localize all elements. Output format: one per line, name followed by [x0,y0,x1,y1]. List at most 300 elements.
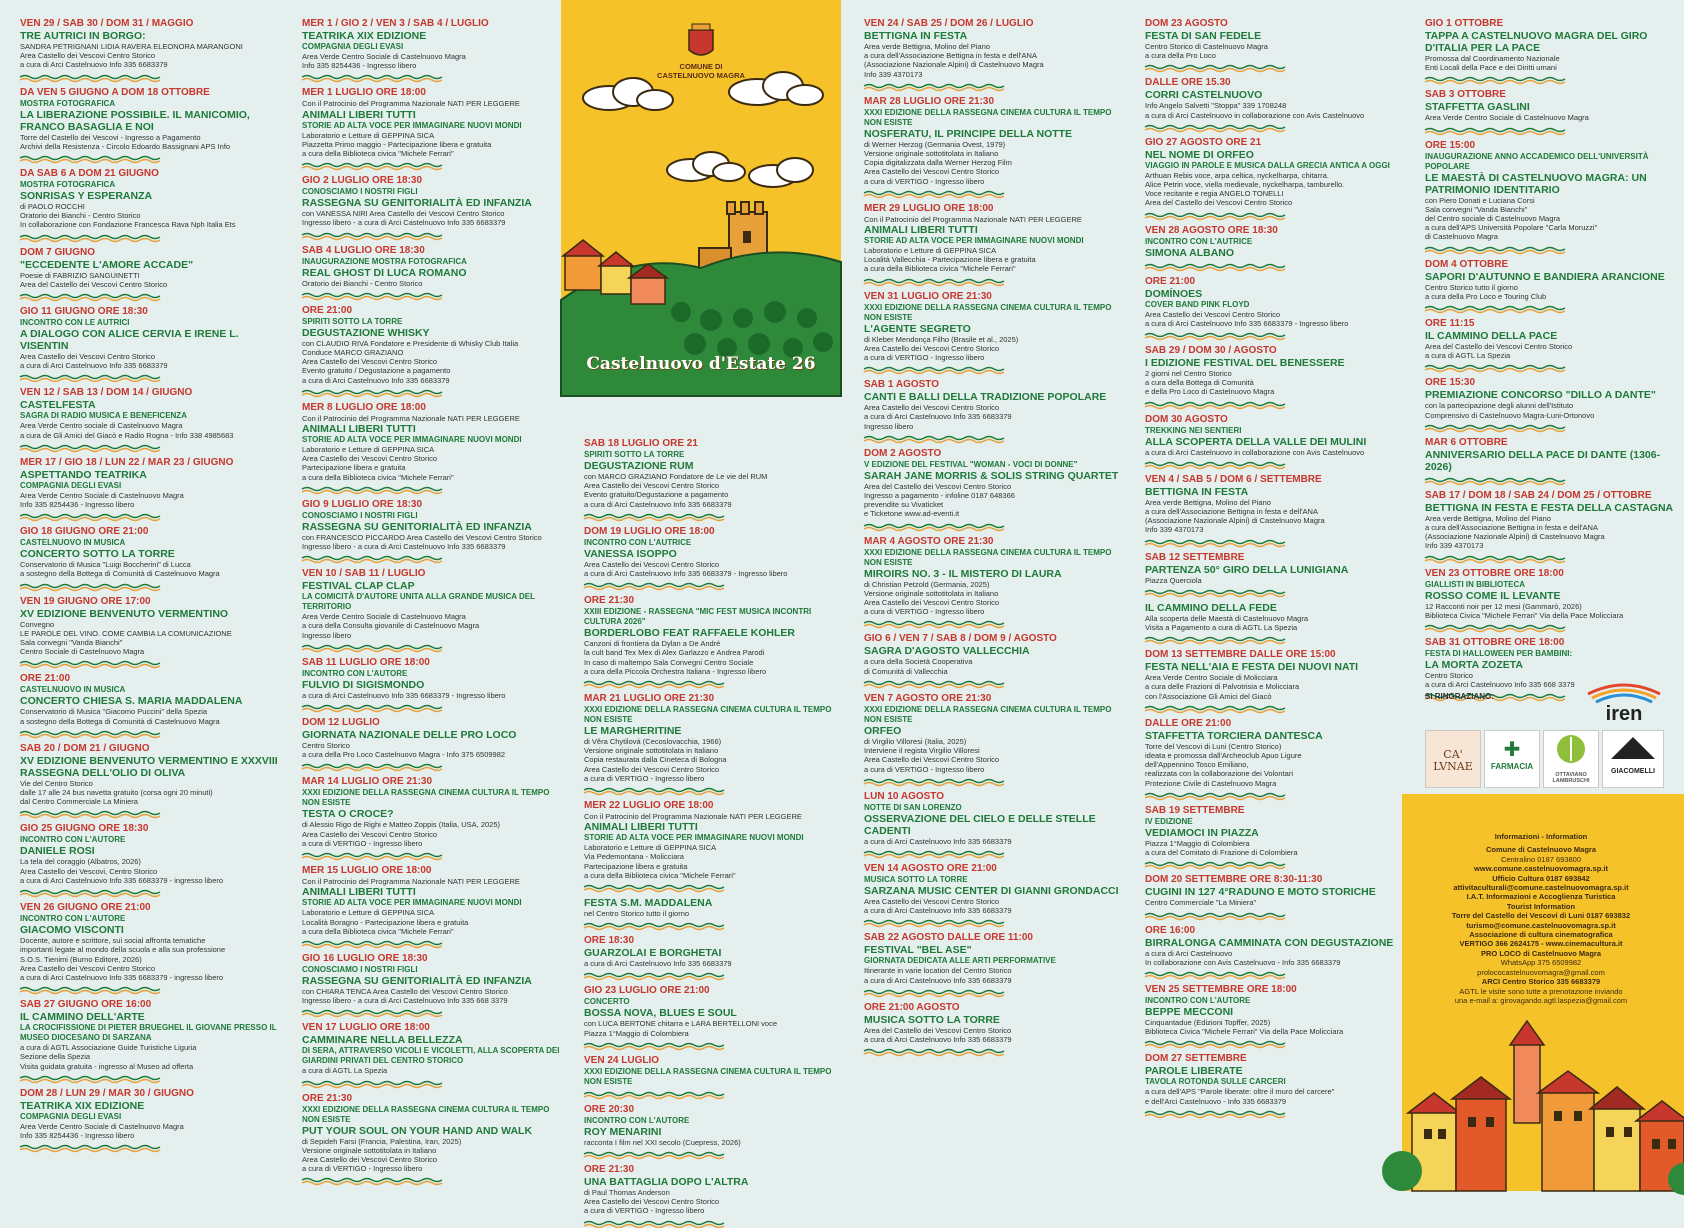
event-entry [584,693,840,783]
event-detail-line: con VANESSA NIRI Area Castello dei Vescovi Centro Storico [302,209,505,219]
event-entry [20,457,278,509]
event-detail-line: Piazza 1°Maggio di Colombiera [1145,838,1250,848]
wave-divider [584,680,840,688]
event-detail-line: Con il Patrocinio del Programma Nazionale NATI PER LEGGERE [302,99,520,109]
event-entry [302,87,564,158]
event-detail-line: a cura della Biblioteca civica "Michele Ferrari" [302,149,454,159]
wave-divider [302,852,564,860]
wave-divider-icon [20,986,160,994]
wave-divider-icon [302,486,442,494]
event-title: ROY MENARINI [584,1125,662,1138]
wave-divider-icon [864,83,1004,91]
wave-divider-icon [864,989,1004,997]
event-title: DANIELE ROSI [20,845,95,858]
event-detail-line: a cura di Arci Castelnuovo Info 335 6683379 [864,1034,1012,1044]
event-title: CONCERTO SOTTO LA TORRE [20,548,175,561]
event-detail-line: con FRANCESCO PICCARDO Area Castello dei Vescovi Centro Storico [302,532,542,542]
event-entry [864,536,1126,617]
event-detail-line: Area Verde Centro Sociale di Castelnuovo Magra [1425,113,1589,123]
event-entry [20,87,278,151]
cloud-icon [667,152,813,187]
event-date: ORE 18:30 [584,935,635,947]
event-date: VEN 19 GIUGNO ORE 17:00 [20,595,151,607]
event-detail-line: Località Vallecchia - Partecipazione libera e gratuita [864,255,1036,265]
event-title: BIRRALONGA CAMMINATA CON DEGUSTAZIONE [1145,936,1394,949]
event-detail-line: a cura di Arci Castelnuovo Info 335 6683379 [20,60,168,70]
wave-divider [1145,539,1407,547]
wave-divider [1425,424,1675,432]
event-subtitle: LA CROCIFISSIONE DI PIETER BRUEGHEL IL GIOVANE PRESSO IL MUSEO DIOCESANO DI SARZANA [20,1023,277,1043]
event-detail-line: Area verde Bettigna, Molino del Piano [864,42,990,51]
farmacia-logo [1484,730,1540,788]
column-august-september [1145,18,1407,1183]
event-detail-line: Info 339 4370173 [1145,525,1204,535]
event-entry [20,673,278,725]
event-detail-line: a cura di Arci Castelnuovo Info 335 6683379 - ingresso libero [20,875,224,885]
event-date: GIO 1 OTTOBRE [1425,18,1504,29]
event-subtitle: LA COMICITÀ D'AUTORE UNITA ALLA GRANDE MUSICA DEL TERRITORIO [302,592,535,612]
event-date: SAB 1 AGOSTO [864,379,940,391]
event-detail-line: Via Pedemontana - Molicciara [584,852,684,862]
event-date: MER 1 / GIO 2 / VEN 3 / SAB 4 / LUGLIO [302,18,489,29]
event-entry [1425,89,1675,122]
event-title: OSSERVAZIONE DEL CIELO E DELLE STELLE CADENTI [864,812,1096,837]
event-title: PREMIAZIONE CONCORSO "DILLO A DANTE" [1425,389,1656,402]
event-detail-line: Area Castello dei Vescovi Centro Storico [302,829,438,839]
event-title: ANIMALI LIBERI TUTTI [302,886,416,899]
wave-divider-icon [302,852,442,860]
event-detail-line: Area Castello dei Vescovi Centro Storico [864,598,1000,608]
event-date: ORE 21:00 [1145,275,1196,287]
event-detail-line: di Werner Herzog (Germania Ovest, 1979) [864,139,1006,149]
event-date: DALLE ORE 21:00 [1145,717,1232,729]
cover-illustration [561,0,841,396]
wave-divider [864,366,1126,374]
event-date: DOM 20 SETTEMBRE ORE 8:30-11:30 [1145,874,1323,886]
event-detail-line: con CHIARA TENCA Area Castello dei Vescovi Centro Storico [302,986,508,996]
event-entry [864,633,1126,675]
event-title: BETTIGNA IN FESTA [864,30,968,42]
event-entry [20,306,278,370]
event-detail-line: Laboratorio e Letture di GEPPINA SICA [302,130,435,140]
event-detail-line: Versione originale sottotitolata in Italiano [864,149,999,159]
event-detail-line: Torre del Castello dei Vescovi - Ingresso a Pagamento [20,132,201,142]
event-detail-line: Canzoni di frontiera da Dylan a De André [584,639,721,649]
event-detail-line: a cura di VERTIGO - Ingresso libero [864,176,985,186]
event-detail-line: Vie del Centro Storico [20,778,93,788]
event-date: DOM 27 SETTEMBRE [1145,1053,1247,1065]
event-detail-line: a cura di VERTIGO - Ingresso libero [584,773,705,783]
calunae-logo [1425,730,1481,788]
event-detail-line: Area del Castello dei Vescovi Centro Storico [864,481,1012,491]
event-detail-line: con l'Associazione Gli Amici del Giacò [1145,691,1272,701]
event-title: TEATRIKA XIX EDIZIONE [302,30,427,42]
event-detail-line: a cura di VERTIGO - Ingresso libero [302,1164,423,1174]
event-date: ORE 21:00 [20,673,71,685]
wave-divider [584,922,840,930]
event-detail-line: Info 339 4370173 [864,69,923,79]
event-entry [1145,474,1407,535]
event-subtitle: XXXI EDIZIONE DELLA RASSEGNA CINEMA CULTURA IL TEMPO NON ESISTE [864,302,1112,322]
event-entry [1145,984,1407,1036]
event-date: DOM 28 / LUN 29 / MAR 30 / GIUGNO [20,1087,194,1099]
event-title: FESTIVAL CLAP CLAP [302,580,415,593]
event-detail-line: a cura di Arci Castelnuovo Info 335 6683379 [864,975,1012,985]
event-date: GIO 6 / VEN 7 / SAB 8 / DOM 9 / AGOSTO [864,633,1057,645]
event-subtitle: INAUGURAZIONE ANNO ACCADEMICO DELL'UNIVERSITÀ POPOLARE [1425,151,1649,171]
wave-divider-icon [20,513,160,521]
wave-divider-icon [864,190,1004,198]
event-title: IL CAMMINO DELL'ARTE [20,1011,145,1024]
event-detail-line: a cura di Arci Castelnuovo Info 335 6683379 - Ingresso libero [584,569,788,579]
wave-divider [864,435,1126,443]
event-date: DOM 12 LUGLIO [302,717,380,729]
wave-divider-icon [20,810,160,818]
event-title: ANIMALI LIBERI TUTTI [584,821,698,834]
wave-divider-icon [20,1144,160,1152]
wave-divider-icon [1145,401,1285,409]
wave-divider-icon [1145,124,1285,132]
event-entry [20,168,278,230]
info-line: Torre del Castello dei Vescovi di Luni 0187 693832 [1451,911,1631,921]
event-date: ORE 15:00 [1425,139,1476,151]
event-detail-line: Area del Castello dei Vescovi Centro Storico [1425,342,1573,352]
event-detail-line: con MARCO GRAZIANO Fondatore de Le vie del RUM [584,472,768,481]
event-title: BOSSA NOVA, BLUES E SOUL [584,1007,737,1020]
event-subtitle: STORIE AD ALTA VOCE PER IMMAGINARE NUOVI MONDI [302,435,522,445]
wave-divider-icon [20,444,160,452]
wave-divider [1425,305,1675,313]
event-detail-line: a cura de Gli Amici del Giacò e Radio Rogna - Info 338 4985683 [20,430,234,440]
wave-divider [584,884,840,892]
event-detail-line: Laboratorio e Letture di GEPPINA SICA [584,843,717,853]
event-title: ANIMALI LIBERI TUTTI [302,108,416,121]
event-title: GIORNATA NAZIONALE DELLE PRO LOCO [302,729,517,742]
farmacia-logo-text: FARMACIA [1490,762,1534,771]
iren-logo-text: iren [1605,703,1643,725]
event-title: BETTIGNA IN FESTA [1145,485,1249,498]
event-date: GIO 9 LUGLIO ORE 18:30 [302,498,423,510]
event-title: DEGUSTAZIONE WHISKY [302,326,430,339]
event-entry [20,823,278,885]
info-line: Associazione di cultura cinematografica [1469,930,1613,940]
event-detail-line: dell'Appennino Tosco Emiliano, [1145,760,1249,770]
event-title: SAPORI D'AUTUNNO E BANDIERA ARANCIONE [1425,270,1665,283]
wave-divider-icon [1145,589,1285,597]
event-detail-line: LE PAROLE DEL VINO. COME CAMBIA LA COMUNICAZIONE [20,628,232,638]
event-subtitle: INCONTRO CON L'AUTORE [20,835,126,845]
event-detail-line: Versione originale sottotitolata in Italiano [584,746,719,756]
info-line: ARCI Centro Storico 335 6683379 [1481,977,1601,987]
wave-divider [20,730,278,738]
wave-divider-icon [1145,64,1285,72]
event-title: UNA BATTAGLIA DOPO L'ALTRA [584,1176,749,1189]
event-date: MAR 4 AGOSTO ORE 21:30 [864,535,994,547]
event-detail-line: Ingresso libero - a cura di Arci Castelnuovo Info 335 6683379 [302,218,506,228]
wave-divider [302,1177,564,1185]
wave-divider-icon [302,389,442,397]
wave-divider [20,513,278,521]
wave-divider [302,1009,564,1017]
wave-divider-icon [864,620,1004,628]
event-title: MIROIRS NO. 3 - IL MISTERO DI LAURA [864,567,1062,580]
wave-divider-icon [584,1151,724,1159]
event-detail-line: SANDRA PETRIGNANI LIDIA RAVERA ELEONORA MARANGONI [20,42,243,51]
wave-divider [1425,76,1675,84]
event-title: RASSEGNA SU GENITORIALITÀ ED INFANZIA [302,520,532,533]
wave-divider [864,850,1126,858]
event-subtitle: XXXI EDIZIONE DELLA RASSEGNA CINEMA CULTURA IL TEMPO NON ESISTE [584,705,832,725]
event-detail-line: a cura della Pro Loco e Touring Club [1425,291,1547,301]
wave-divider [1145,212,1407,220]
wave-divider [20,293,278,301]
wave-divider-icon [584,1220,724,1228]
event-title: LA MORTA ZOZETA [1425,659,1523,672]
event-date: GIO 25 GIUGNO ORE 18:30 [20,823,149,835]
wave-divider [584,582,840,590]
event-detail-line: Ingresso libero [302,630,352,640]
event-detail-line: Area Castello dei Vescovi Centro Storico [864,403,1000,413]
wave-divider [302,486,564,494]
wave-divider [20,155,278,163]
event-title: TEATRIKA XIX EDIZIONE [20,1099,145,1112]
event-entry [1145,552,1407,585]
wave-divider-icon [584,884,724,892]
event-entry [1425,490,1675,551]
event-subtitle: GIORNATA DEDICATA ALLE ARTI PERFORMATIVE [864,956,1056,966]
wave-divider [1145,792,1407,800]
event-detail-line: a cura dell'APS Università Popolare "Carla Moruzzi" [1425,223,1598,233]
calunae-logo-text: CA' LVNAE [1433,748,1473,773]
event-subtitle: COMPAGNIA DEGLI EVASI [20,1111,122,1121]
wave-divider-icon [302,940,442,948]
wave-divider-icon [302,555,442,563]
event-entry [1145,649,1407,701]
wave-divider-icon [302,1080,442,1088]
wave-divider [20,74,278,82]
event-date: DOM 13 SETTEMBRE DALLE ORE 15:00 [1145,649,1336,661]
event-date: MER 17 / GIO 18 / LUN 22 / MAR 23 / GIUGNO [20,456,234,468]
event-detail-line: Voce recitante e regia ANGELO TONELLI [1145,189,1284,199]
event-subtitle: INCONTRO CON L'AUTORE [584,1115,690,1125]
event-detail-line: a cura della Piccola Orchestra Italiana - Ingresso libero [584,666,767,676]
event-entry [1145,805,1407,857]
event-date: VEN 4 / SAB 5 / DOM 6 / SETTEMBRE [1145,473,1322,485]
wave-divider [1145,332,1407,340]
event-date: ORE 21:30 [302,1092,353,1104]
event-detail-line: Area Castello dei Vescovi Centro Storico [302,1154,438,1164]
event-detail-line: (Associazione Nazionale Alpini) di Castelnuovo Magra [1145,516,1325,526]
event-entry [302,568,564,640]
event-date: DOM 7 GIUGNO [20,246,96,258]
event-detail-line: dal Centro Commerciale La Miniera [20,797,138,807]
event-entry [1145,276,1407,328]
event-date: GIO 27 AGOSTO ORE 21 [1145,136,1262,148]
event-entry [1145,77,1407,119]
event-detail-line: Promossa dal Coordinamento Nazionale [1425,54,1560,63]
wave-divider [864,680,1126,688]
event-entry [1425,377,1675,419]
info-title: Informazioni - Information [1494,832,1588,841]
event-date: ORE 15:30 [1425,377,1476,389]
event-detail-line: a cura di Arci Castelnuovo Info 335 6683379 - ingresso libero [20,972,224,982]
wave-divider-icon [584,1042,724,1050]
event-detail-line: Itinerante in varie location del Centro Storico [864,966,1012,976]
event-detail-line: ideata e promossa dall'Archeoclub Apuo Ligure [1145,751,1302,761]
event-date: ORE 11:15 [1425,318,1475,330]
event-title: FESTA NELL'AIA E FESTA DEI NUOVI NATI [1145,661,1359,674]
event-date: GIO 18 GIUGNO ORE 21:00 [20,526,149,538]
event-subtitle: INCONTRO CON L'AUTRICE [1145,236,1253,246]
wave-divider [1145,971,1407,979]
event-subtitle: XXXI EDIZIONE DELLA RASSEGNA CINEMA CULTURA IL TEMPO NON ESISTE [864,107,1112,127]
wave-divider [20,583,278,591]
info-line: turismo@comune.castelnuovomagra.sp.it [1466,920,1616,930]
event-detail-line: Copia digitalizzata dalla Werner Herzog Film [864,158,1012,168]
event-detail-line: a sostegno della Bottega di Comunità di Castelnuovo Magra [20,569,220,579]
event-title: LA LIBERAZIONE POSSIBILE. IL MANICOMIO, FRANCO BASAGLIA E NOI [20,108,250,133]
event-title: CUGINI IN 127 4°RADUNO E MOTO STORICHE [1145,886,1376,899]
wave-divider-icon [1425,127,1565,135]
event-subtitle: INCONTRO CON L'AUTORE [1145,995,1251,1005]
event-date: ORE 21:30 [584,1164,635,1176]
event-detail-line: Area Castello dei Vescovi Centro Storico [864,896,1000,906]
event-date: VEN 10 / SAB 11 / LUGLIO [302,568,426,580]
event-detail-line: a cura di VERTIGO - Ingresso libero [302,838,423,848]
event-detail-line: In collaborazione con Avis Castelnuovo - Info 335 6683379 [1145,957,1341,967]
event-subtitle: XXXI EDIZIONE DELLA RASSEGNA CINEMA CULTURA IL TEMPO NON ESISTE [864,704,1112,724]
wave-divider [302,162,564,170]
wave-divider-icon [302,74,442,82]
wave-divider [864,278,1126,286]
event-detail-line: Area Castello dei Vescovi Centro Storico [20,352,156,362]
event-entry [302,402,564,482]
event-date: MER 15 LUGLIO ORE 18:00 [302,865,432,877]
event-detail-line: nel Centro Storico tutto il giorno [584,909,690,919]
event-detail-line: a cura dell'Associazione Bettigna in festa e dell'ANA [1145,507,1318,517]
event-entry [302,499,564,551]
event-detail-line: a cura della Biblioteca civica "Michele Ferrari" [302,926,454,936]
event-title: REAL GHOST DI LUCA ROMANO [302,266,467,279]
wave-divider [1145,263,1407,271]
event-date: DA VEN 5 GIUGNO A DOM 18 OTTOBRE [20,86,210,98]
event-entry [864,1002,1126,1044]
event-title: SONRISAS Y ESPERANZA [20,190,153,203]
event-entry [302,18,564,70]
event-subtitle: CONOSCIAMO I NOSTRI FIGLI [302,510,418,520]
event-detail-line: Area Castello dei Vescovi Centro Storico [1145,309,1281,319]
event-entry [584,897,840,918]
event-date: SAB 31 OTTOBRE ORE 18:00 [1425,637,1565,649]
event-date: SAB 11 LUGLIO ORE 18:00 [302,656,430,668]
event-detail-line: Sala convegni "Vanda Bianchi" [20,638,123,648]
info-line: prolococastelnuovomagra@gmail.com [1477,967,1605,977]
event-entry [20,743,278,807]
wave-divider-icon [584,582,724,590]
event-title: TAPPA A CASTELNUOVO MAGRA DEL GIRO D'ITALIA PER LA PACE [1425,30,1648,54]
event-detail-line: (Associazione Nazionale Alpini) di Castelnuovo Magra [1425,532,1605,542]
event-detail-line: di Alessio Rigo de Righi e Matteo Zoppis (Italia, USA, 2025) [302,820,501,830]
event-detail-line: Area Castello dei Vescovi Centro Storico [864,343,1000,353]
event-detail-line: Area Castello dei Vescovi Centro Storico [302,357,438,367]
event-date: VEN 12 / SAB 13 / DOM 14 / GIUGNO [20,387,193,399]
event-detail-line: a cura di AGTL Associazione Guide Turistiche Liguria [20,1043,197,1053]
event-subtitle: COMPAGNIA DEGLI EVASI [20,480,122,490]
event-title: DEGUSTAZIONE RUM [584,460,694,472]
event-title: PARTENZA 50° GIRO DELLA LUNIGIANA [1145,563,1349,576]
wave-divider [302,555,564,563]
event-detail-line: Centro Storico [1425,671,1473,681]
event-detail-line: con CLAUDIO RIVA Fondatore e Presidente di Whisky Club Italia [302,338,519,348]
event-date: VEN 24 LUGLIO [584,1054,660,1066]
wave-divider [20,810,278,818]
event-detail-line: In collaborazione con Fondazione Francesca Rava Nph Italia Ets [20,220,236,230]
event-detail-line: di Paul Thomas Anderson [584,1188,670,1198]
info-line: Comune di Castelnuovo Magra [1485,845,1596,855]
event-detail-line: Info 335 8254436 - Ingresso libero [20,1130,135,1140]
event-detail-line: Centro Storico [302,741,350,751]
event-title: GIACOMO VISCONTI [20,924,124,937]
event-title: CAMMINARE NELLA BELLEZZA [302,1034,463,1047]
comune-label: COMUNE DI CASTELNUOVO MAGRA [657,62,745,80]
event-detail-line: di Castelnuovo Magra [1425,232,1498,242]
event-entry [1145,1053,1407,1105]
wave-divider-icon [1425,555,1565,563]
wave-divider [302,940,564,948]
wave-divider [1145,64,1407,72]
event-subtitle: STORIE AD ALTA VOCE PER IMMAGINARE NUOVI MONDI [302,898,522,908]
event-detail-line: a cura del Comitato di Frazione di Colombiera [1145,848,1298,858]
event-subtitle: V EDIZIONE DEL FESTIVAL "WOMAN - VOCI DI DONNE" [864,459,1078,469]
event-entry [302,305,564,385]
event-entry [864,863,1126,915]
event-detail-line: Area Verde Centro sociale di Castelnuovo Magra [20,421,183,431]
event-detail-line: a cura di Arci Castelnuovo in collaborazione con Avis Castelnuovo [1145,447,1365,457]
info-line: WhatsApp 375 6509982 [1500,958,1582,968]
event-subtitle: DI SERA, ATTRAVERSO VICOLI E VICOLETTI, ALLA SCOPERTA DEI GIARDINI PRIVATI DEL CENTRO STORICO [302,1046,560,1066]
event-date: MER 8 LUGLIO ORE 18:00 [302,401,426,413]
wave-divider [584,1091,840,1099]
event-detail-line: Protezione Civile di Castelnuovo Magra [1145,778,1277,788]
event-detail-line: a cura di Arci Castelnuovo Info 335 6683379 [584,959,732,969]
event-detail-line: di Christian Petzold (Germania, 2025) [864,579,990,589]
event-detail-line: Alla scoperta delle Maestà di Castelnuovo Magra [1145,613,1309,623]
event-detail-line: Oratorio dei Bianchi - Centro Storico [302,278,423,288]
event-detail-line: Ingresso libero [864,421,914,431]
info-panel [1402,794,1684,1191]
wave-divider [584,513,840,521]
event-date: GIO 2 LUGLIO ORE 18:30 [302,175,423,187]
event-detail-line: a cura di Arci Castelnuovo Info 335 6683379 - Ingresso libero [302,690,506,700]
event-date: MER 22 LUGLIO ORE 18:00 [584,800,714,812]
event-entry [20,387,278,439]
event-detail-line: Piazzetta Primo maggio - Partecipazione libera e gratuita [302,139,492,149]
column-july-b [584,438,840,1216]
wave-divider [864,523,1126,531]
wave-divider [1425,127,1675,135]
wave-divider-icon [864,366,1004,374]
event-title: ANNIVERSARIO DELLA PACE DI DANTE (1306-2026) [1425,448,1661,473]
wave-divider [20,1075,278,1083]
event-detail-line: di Sepideh Farsi (Francia, Palestina, Iran, 2025) [302,1136,462,1146]
event-detail-line: Ingresso a pagamento - infoline 0187 648366 [864,491,1015,501]
wave-divider-icon [584,680,724,688]
event-detail-line: S.O.S. Tienimi (Burno Editore, 2026) [20,954,142,964]
event-entry [302,865,564,936]
wave-divider-icon [1145,212,1285,220]
event-subtitle: STORIE AD ALTA VOCE PER IMMAGINARE NUOVI MONDI [302,120,522,130]
wave-divider-icon [864,850,1004,858]
